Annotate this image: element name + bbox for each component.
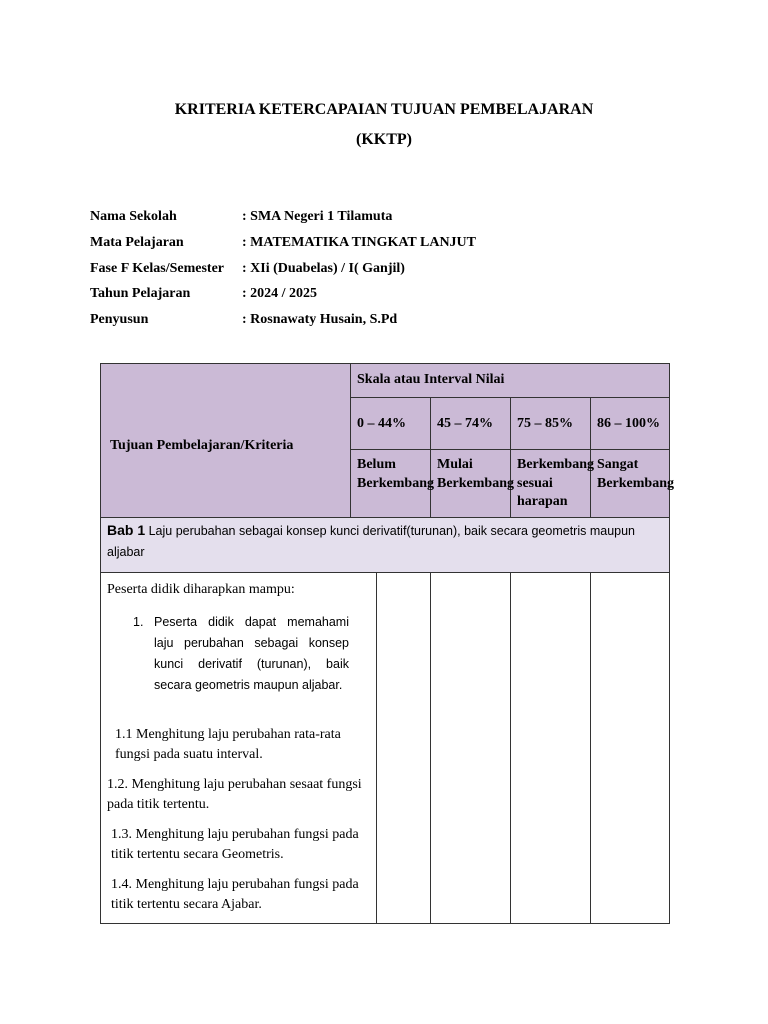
level-berkembang: Berkembang sesuai harapan — [511, 450, 591, 518]
score-cell-mulai — [431, 573, 511, 924]
level-mulai: Mulai Berkembang — [431, 450, 511, 518]
header-skala: Skala atau Interval Nilai — [351, 364, 670, 398]
info-value: : MATEMATIKA TINGKAT LANJUT — [242, 234, 477, 250]
sub-objectives — [107, 725, 370, 915]
objective-number: 1. — [133, 615, 144, 629]
level-sangat: Sangat Berkembang — [591, 450, 670, 518]
sub-objective-1-1: 1.1 Menghitung laju perubahan rata-rata fungsi pada suatu interval. — [115, 727, 341, 762]
info-value: : 2024 / 2025 — [242, 286, 318, 302]
score-cell-sangat — [591, 573, 670, 924]
info-value: : SMA Negeri 1 Tilamuta — [242, 209, 393, 224]
info-row-year — [90, 286, 476, 312]
info-row-author — [90, 312, 476, 338]
kktp-table — [100, 363, 674, 924]
bab-text: Laju perubahan sebagai konsep kunci derivatif(turunan), baik secara geometris maupun aljabar — [107, 524, 636, 559]
sub-objective-1-2: 1.2. Menghitung laju perubahan sesaat fungsi pada titik tertentu. — [107, 777, 362, 812]
objectives-cell — [101, 573, 377, 924]
info-row-class — [90, 261, 476, 287]
objective-text: Peserta didik dapat memahami laju perubahan sebagai konsep kunci derivatif (turunan), baik secara geometris maupun aljabar. — [154, 615, 349, 692]
level-belum: Belum Berkembang — [351, 450, 431, 518]
range-berkembang: 75 – 85% — [511, 398, 591, 450]
info-label: Tahun Pelajaran — [90, 286, 191, 302]
range-mulai: 45 – 74% — [431, 398, 511, 450]
document-subtitle: (KKTP) — [356, 131, 412, 148]
document-title: KRITERIA KETERCAPAIAN TUJUAN PEMBELAJARAN — [174, 101, 594, 118]
info-label: Nama Sekolah — [90, 209, 177, 224]
info-value: : Rosnawaty Husain, S.Pd — [242, 312, 398, 328]
objective-item — [133, 612, 349, 696]
bab-label: Bab 1 — [107, 522, 146, 538]
header-tujuan: Tujuan Pembelajaran/Kriteria — [101, 364, 351, 518]
score-cell-berkembang — [511, 573, 591, 924]
info-row-subject — [90, 235, 476, 261]
score-cell-belum — [377, 573, 431, 924]
info-value: : XIi (Duabelas) / I( Ganjil) — [242, 260, 405, 276]
sub-objective-1-3: 1.3. Menghitung laju perubahan fungsi pada titik tertentu secara Geometris. — [111, 827, 359, 862]
range-belum: 0 – 44% — [351, 398, 431, 450]
range-sangat: 86 – 100% — [591, 398, 670, 450]
info-label: Penyusun — [90, 312, 149, 328]
info-label: Fase F Kelas/Semester — [90, 260, 224, 276]
info-label: Mata Pelajaran — [90, 234, 184, 250]
objectives-intro: Peserta didik diharapkan mampu: — [107, 582, 295, 597]
bab-row — [101, 518, 670, 573]
sub-objective-1-4: 1.4. Menghitung laju perubahan fungsi pada titik tertentu secara Ajabar. — [111, 877, 359, 912]
info-row-school — [90, 209, 476, 235]
identity-info — [90, 209, 476, 338]
